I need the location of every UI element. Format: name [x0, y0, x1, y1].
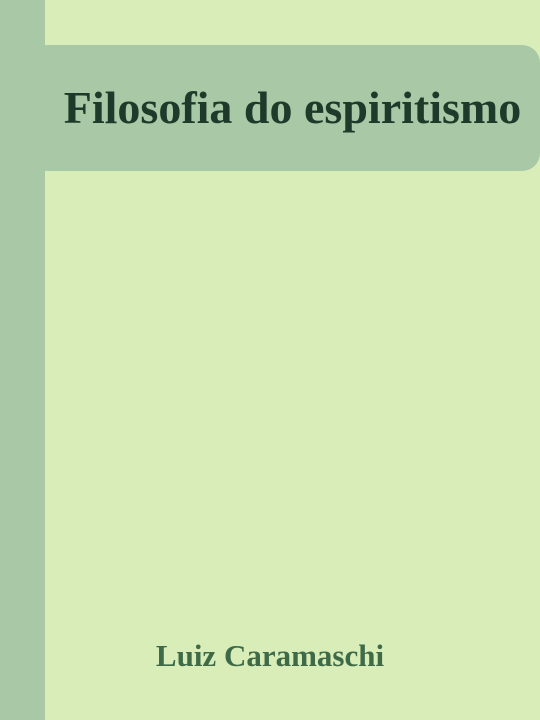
book-author: Luiz Caramaschi [155, 638, 385, 673]
title-band [45, 45, 540, 171]
cover-spine [0, 0, 45, 720]
book-title: Filosofia do espiritismo [63, 82, 522, 133]
